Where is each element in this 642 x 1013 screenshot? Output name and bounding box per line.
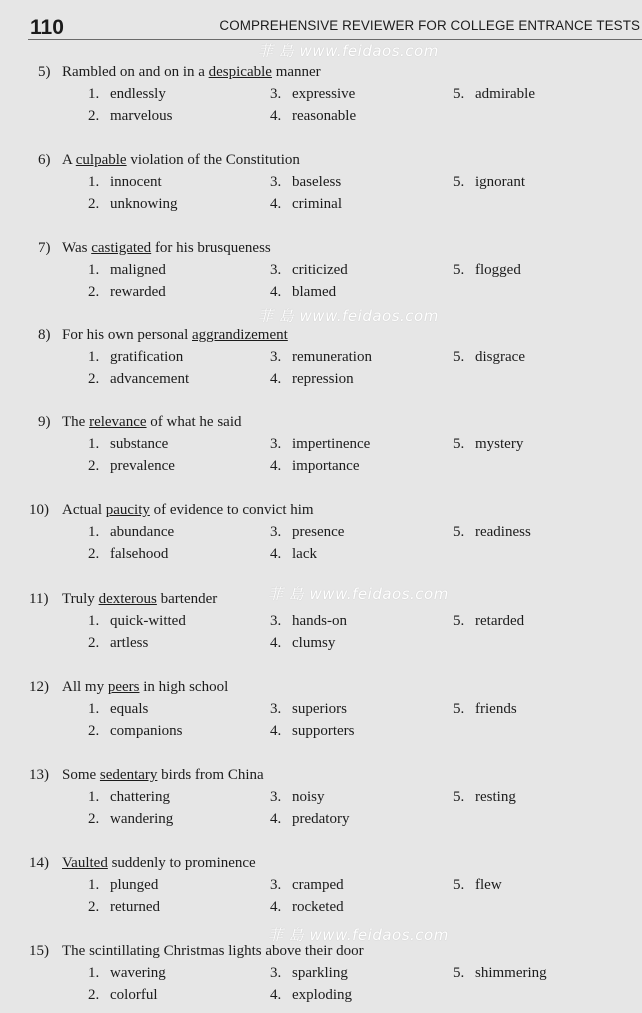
option-text: blamed	[292, 284, 337, 300]
question-number: 14)	[29, 855, 49, 871]
option-text: equals	[110, 701, 149, 717]
option-number: 4.	[270, 371, 282, 387]
watermark: 菲 島 www.feidaos.com	[268, 926, 449, 944]
answer-option	[270, 371, 354, 388]
option-text: advancement	[110, 371, 190, 387]
answer-option	[270, 987, 352, 1004]
question-item	[0, 855, 642, 925]
option-number: 5.	[453, 613, 465, 629]
question-stem	[29, 855, 256, 872]
option-text: retarded	[475, 613, 525, 629]
answer-option	[270, 458, 359, 475]
answer-option	[88, 174, 162, 191]
answer-option	[88, 524, 174, 541]
question-stem	[38, 327, 288, 344]
option-number: 5.	[453, 877, 465, 893]
option-text: shimmering	[475, 965, 547, 981]
option-number: 2.	[88, 635, 100, 651]
question-number: 7)	[38, 240, 51, 256]
option-text: companions	[110, 723, 183, 739]
option-number: 3.	[270, 613, 282, 629]
answer-option	[270, 789, 325, 806]
question-stem	[38, 64, 321, 81]
option-text: maligned	[110, 262, 166, 278]
option-number: 1.	[88, 436, 100, 452]
answer-option	[270, 899, 344, 916]
answer-option	[270, 635, 335, 652]
answer-option	[88, 436, 168, 453]
answer-option	[453, 613, 524, 630]
stem-text-before: Was	[62, 240, 92, 256]
option-number: 1.	[88, 262, 100, 278]
option-number: 3.	[270, 86, 282, 102]
answer-option	[453, 701, 517, 718]
question-item	[0, 240, 642, 310]
option-text: colorful	[110, 987, 158, 1003]
option-text: expressive	[292, 86, 356, 102]
answer-option	[88, 789, 170, 806]
answer-option	[88, 613, 186, 630]
answer-option	[270, 965, 348, 982]
target-word: relevance	[89, 414, 147, 430]
question-stem	[29, 767, 264, 784]
question-number: 5)	[38, 64, 51, 80]
option-text: criminal	[292, 196, 342, 212]
answer-option	[270, 349, 372, 366]
answer-option	[270, 86, 355, 103]
stem-text-after: suddenly to prominence	[107, 855, 256, 871]
answer-option	[270, 613, 347, 630]
option-number: 3.	[270, 262, 282, 278]
option-text: prevalence	[110, 458, 175, 474]
answer-option	[88, 284, 166, 301]
stem-text-after: birds from China	[157, 767, 264, 783]
option-number: 1.	[88, 877, 100, 893]
answer-option	[88, 262, 166, 279]
answer-option	[270, 877, 344, 894]
option-text: chattering	[110, 789, 170, 805]
stem-text-before: For his own personal	[62, 327, 192, 343]
option-text: rocketed	[292, 899, 344, 915]
option-text: readiness	[475, 524, 531, 540]
option-text: remuneration	[292, 349, 372, 365]
option-number: 2.	[88, 987, 100, 1003]
option-number: 4.	[270, 987, 282, 1003]
question-stem	[38, 240, 271, 257]
option-text: hands-on	[292, 613, 347, 629]
option-text: abundance	[110, 524, 175, 540]
stem-text-after: for his brusqueness	[151, 240, 271, 256]
watermark: 菲 島 www.feidaos.com	[258, 42, 439, 60]
option-text: wavering	[110, 965, 166, 981]
option-number: 1.	[88, 174, 100, 190]
target-word: castigated	[91, 240, 152, 256]
option-number: 2.	[88, 811, 100, 827]
answer-option	[88, 108, 172, 125]
option-number: 1.	[88, 349, 100, 365]
question-item	[0, 152, 642, 222]
stem-text-after: of what he said	[146, 414, 242, 430]
question-number: 8)	[38, 327, 51, 343]
stem-text-after: of evidence to convict him	[149, 502, 314, 518]
answer-option	[453, 789, 516, 806]
option-number: 3.	[270, 789, 282, 805]
answer-option	[270, 701, 347, 718]
stem-text-before: Some	[62, 767, 100, 783]
question-stem	[38, 152, 300, 169]
question-number: 6)	[38, 152, 51, 168]
option-number: 3.	[270, 965, 282, 981]
option-text: impertinence	[292, 436, 371, 452]
option-number: 4.	[270, 811, 282, 827]
answer-option	[453, 86, 535, 103]
option-text: importance	[292, 458, 360, 474]
option-number: 1.	[88, 789, 100, 805]
option-number: 5.	[453, 789, 465, 805]
target-word: culpable	[75, 152, 127, 168]
option-text: noisy	[292, 789, 325, 805]
answer-option	[453, 436, 523, 453]
answer-option	[270, 262, 348, 279]
answer-option	[270, 108, 356, 125]
option-number: 4.	[270, 458, 282, 474]
stem-text-after: in high school	[139, 679, 229, 695]
option-text: resting	[475, 789, 516, 805]
option-text: unknowing	[110, 196, 178, 212]
answer-option	[270, 546, 317, 563]
question-stem	[29, 943, 364, 960]
option-number: 3.	[270, 349, 282, 365]
target-word: aggrandizement	[192, 327, 288, 343]
option-number: 2.	[88, 458, 100, 474]
option-number: 5.	[453, 524, 465, 540]
option-text: returned	[110, 899, 160, 915]
answer-option	[88, 811, 173, 828]
option-number: 4.	[270, 899, 282, 915]
stem-text-before: The scintillating Christmas lights above their door	[62, 943, 364, 959]
question-number: 13)	[29, 767, 49, 783]
question-number: 15)	[29, 943, 49, 959]
answer-option	[270, 174, 341, 191]
option-number: 2.	[88, 284, 100, 300]
answer-option	[88, 899, 160, 916]
option-number: 5.	[453, 349, 465, 365]
target-word: despicable	[208, 64, 272, 80]
option-number: 1.	[88, 965, 100, 981]
option-number: 2.	[88, 546, 100, 562]
option-text: quick-witted	[110, 613, 186, 629]
question-number: 10)	[29, 502, 49, 518]
answer-option	[453, 877, 502, 894]
stem-text-before: All my	[62, 679, 108, 695]
option-number: 1.	[88, 701, 100, 717]
option-text: substance	[110, 436, 169, 452]
option-text: clumsy	[292, 635, 336, 651]
option-text: exploding	[292, 987, 352, 1003]
question-number: 12)	[29, 679, 49, 695]
stem-text-after: violation of the Constitution	[126, 152, 300, 168]
option-text: supporters	[292, 723, 355, 739]
target-word: Vaulted	[62, 855, 108, 871]
answer-option	[453, 349, 525, 366]
option-text: friends	[475, 701, 517, 717]
question-item	[0, 679, 642, 749]
option-number: 2.	[88, 899, 100, 915]
option-text: presence	[292, 524, 345, 540]
option-number: 1.	[88, 524, 100, 540]
option-number: 2.	[88, 196, 100, 212]
option-number: 1.	[88, 86, 100, 102]
target-word: dexterous	[98, 591, 157, 607]
option-number: 2.	[88, 723, 100, 739]
watermark: 菲 島 www.feidaos.com	[268, 585, 449, 603]
option-text: reasonable	[292, 108, 357, 124]
question-item	[0, 502, 642, 572]
answer-option	[270, 284, 336, 301]
option-text: wandering	[110, 811, 174, 827]
option-number: 3.	[270, 524, 282, 540]
option-number: 3.	[270, 701, 282, 717]
question-stem	[29, 591, 217, 608]
option-text: mystery	[475, 436, 524, 452]
option-number: 4.	[270, 723, 282, 739]
answer-option	[88, 196, 178, 213]
answer-option	[453, 174, 525, 191]
option-number: 4.	[270, 546, 282, 562]
answer-option	[88, 635, 148, 652]
answer-option	[88, 349, 183, 366]
answer-option	[453, 524, 531, 541]
answer-option	[88, 723, 183, 740]
stem-text-before: The	[62, 414, 90, 430]
page-number: 110	[30, 16, 64, 39]
question-number: 9)	[38, 414, 51, 430]
option-number: 2.	[88, 108, 100, 124]
option-number: 2.	[88, 371, 100, 387]
option-number: 4.	[270, 635, 282, 651]
question-stem	[29, 502, 314, 519]
option-number: 1.	[88, 613, 100, 629]
answer-option	[270, 436, 370, 453]
option-number: 5.	[453, 262, 465, 278]
target-word: peers	[107, 679, 140, 695]
option-text: repression	[292, 371, 354, 387]
answer-option	[88, 701, 148, 718]
option-number: 3.	[270, 877, 282, 893]
question-item	[0, 64, 642, 134]
option-number: 3.	[270, 174, 282, 190]
option-text: falsehood	[110, 546, 169, 562]
question-item	[0, 943, 642, 1013]
option-text: superiors	[292, 701, 347, 717]
question-stem	[29, 679, 228, 696]
option-text: sparkling	[292, 965, 348, 981]
answer-option	[88, 86, 166, 103]
question-item	[0, 591, 642, 661]
option-number: 4.	[270, 196, 282, 212]
option-text: endlessly	[110, 86, 166, 102]
answer-option	[88, 371, 189, 388]
option-text: ignorant	[475, 174, 525, 190]
stem-text-before: Rambled on and on in a	[62, 64, 209, 80]
target-word: paucity	[105, 502, 150, 518]
option-text: marvelous	[110, 108, 173, 124]
option-number: 5.	[453, 436, 465, 452]
stem-text-before: A	[62, 152, 76, 168]
answer-option	[453, 262, 521, 279]
option-number: 4.	[270, 284, 282, 300]
answer-option	[88, 546, 168, 563]
option-number: 5.	[453, 701, 465, 717]
stem-text-before: Actual	[62, 502, 106, 518]
stem-text-after: manner	[271, 64, 321, 80]
option-number: 3.	[270, 436, 282, 452]
option-text: flogged	[475, 262, 521, 278]
option-text: innocent	[110, 174, 162, 190]
question-item	[0, 767, 642, 837]
answer-option	[270, 524, 344, 541]
option-text: criticized	[292, 262, 348, 278]
option-text: lack	[292, 546, 317, 562]
stem-text-before: Truly	[62, 591, 99, 607]
question-stem	[38, 414, 242, 431]
question-item	[0, 327, 642, 397]
option-number: 5.	[453, 174, 465, 190]
option-number: 5.	[453, 86, 465, 102]
answer-option	[270, 811, 349, 828]
question-number: 11)	[29, 591, 49, 607]
target-word: sedentary	[99, 767, 158, 783]
option-text: cramped	[292, 877, 344, 893]
answer-option	[88, 458, 175, 475]
option-text: artless	[110, 635, 149, 651]
option-number: 5.	[453, 965, 465, 981]
option-text: rewarded	[110, 284, 166, 300]
answer-option	[88, 987, 157, 1004]
running-head: COMPREHENSIVE REVIEWER FOR COLLEGE ENTRANCE TESTS	[219, 18, 640, 33]
answer-option	[453, 965, 547, 982]
answer-option	[270, 723, 355, 740]
watermark: 菲 島 www.feidaos.com	[258, 307, 439, 325]
option-text: gratification	[110, 349, 184, 365]
answer-option	[88, 877, 158, 894]
option-text: predatory	[292, 811, 350, 827]
option-text: flew	[475, 877, 502, 893]
option-text: disgrace	[475, 349, 525, 365]
option-text: admirable	[475, 86, 535, 102]
answer-option	[270, 196, 342, 213]
option-number: 4.	[270, 108, 282, 124]
option-text: baseless	[292, 174, 342, 190]
stem-text-after: bartender	[156, 591, 218, 607]
answer-option	[88, 965, 166, 982]
option-text: plunged	[110, 877, 159, 893]
question-item	[0, 414, 642, 484]
